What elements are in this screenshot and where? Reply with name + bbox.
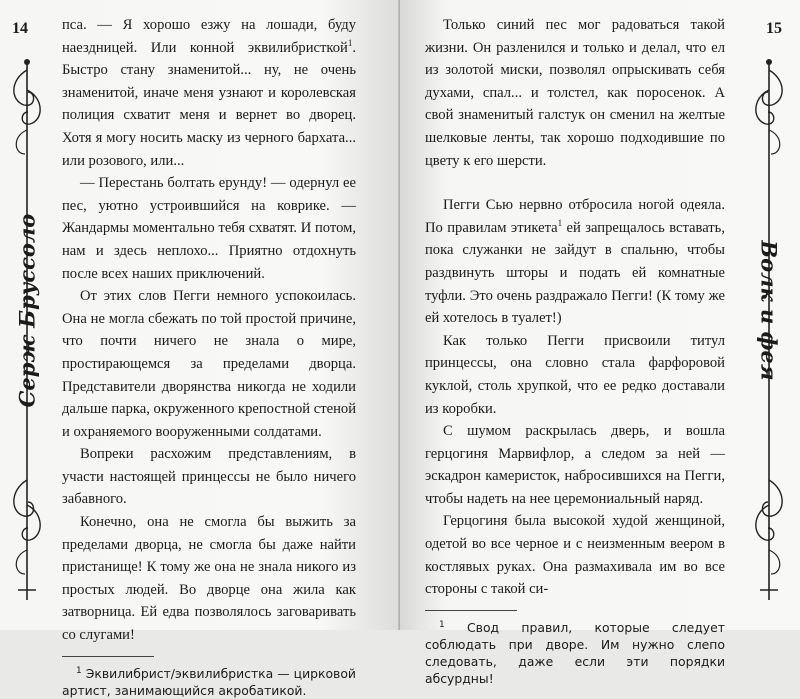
paragraph: От этих слов Пегги немного успокоилась. Она не могла сбежать по той простой причине, что почти ничего не знала о мире, простирающемся за пределами дворца. Представители дворянства никогда не ходили дальше парка, окруженного крепостной стеной и охраняемого вооруженными солдатами. bbox=[62, 288, 357, 440]
side-ornament bbox=[6, 50, 48, 610]
footnote-divider bbox=[62, 656, 154, 657]
paragraph: Герцогиня была высокой худой женщиной, одетой во все черное и с неизменным веером в костлявых руках. Она размахивала им во все стороны с такой си- bbox=[425, 513, 725, 598]
footnote-divider bbox=[425, 610, 517, 611]
right-page bbox=[400, 0, 800, 686]
paragraph: Только синий пес мог радоваться такой жизни. Он разленился и только и делал, что ел из золотой миски, позволял опрыскивать себя духами, спал... и толстел, как поросенок. А свой знаменитый галстук он сменил на желтые шелковые ленты, так хорошо подходившие по цвету к его шерсти. bbox=[425, 17, 725, 169]
page-number: 14 bbox=[12, 20, 28, 37]
left-page bbox=[0, 0, 400, 698]
footnote-ref: 1 bbox=[557, 217, 563, 228]
paragraph: — Перестань болтать ерунду! — одернул ее пес, уютно устроившийся на коврике. — Жандармы моментально тебя схватят. И потом, нам и здесь неплохо... Приятно отдохнуть после всех наших приключений. bbox=[62, 175, 356, 282]
side-ornament bbox=[748, 50, 790, 610]
body-text bbox=[425, 14, 725, 687]
footnote: $^1$ Свод правил, которые следует соблюдать при дворе. Им нужно слепо следовать, даже если эти порядки абсурдны! bbox=[425, 619, 725, 686]
paragraph: Как только Пегги присвоили титул принцессы, она словно стала фарфоровой куклой, столь хрупкой, что ее редко доставали из коробки. bbox=[425, 332, 725, 417]
footnote-ref: 1 bbox=[347, 37, 353, 48]
paragraph: Пегги Сью нервно отбросила ногой одеяла. По правилам этикета$^1$ ей запрещалось вставать, пока служанки не зайдут в спальню, чтобы раздвинуть шторы и подать ей комнатные туфли. Это очень раздражало Пегги! (К тому же ей хотелось в туалет!) bbox=[425, 197, 725, 327]
running-title: Волк и фея bbox=[756, 239, 782, 381]
paragraph: пса. — Я хорошо езжу на лошади, буду наездницей. Или конной эквилибристкой$^1$. Быстро стану знаменитой... ну, не очень знаменитой, иначе меня узнают и королевская полиция схватит меня и вернет во дворец. Хотя я могу носить маску из черного бархата... или розового, или... bbox=[62, 17, 356, 169]
running-title: Серж Бруссоло bbox=[14, 213, 40, 407]
paragraph: Конечно, она не смогла бы выжить за пределами дворца, не смогла бы даже найти пристанище! К тому же она не знала никого из простых людей. Во дворце она жила как затворница. Ей едва позволялось заговаривать со слугами! bbox=[62, 514, 356, 644]
body-text bbox=[62, 14, 356, 699]
page-number: 15 bbox=[766, 20, 782, 37]
footnote: $^1$ Эквилибрист/эквилибристка — цирковой артист, занимающийся акробатикой. bbox=[62, 665, 356, 698]
paragraph: Вопреки расхожим представлениям, в участи настоящей принцессы не было ничего забавного. bbox=[62, 446, 356, 508]
paragraph: С шумом раскрылась дверь, и вошла герцогиня Марвифлор, а следом за ней — эскадрон камеристок, набросившихся на Пегги, чтобы надеть на нее церемониальный наряд. bbox=[425, 423, 725, 507]
